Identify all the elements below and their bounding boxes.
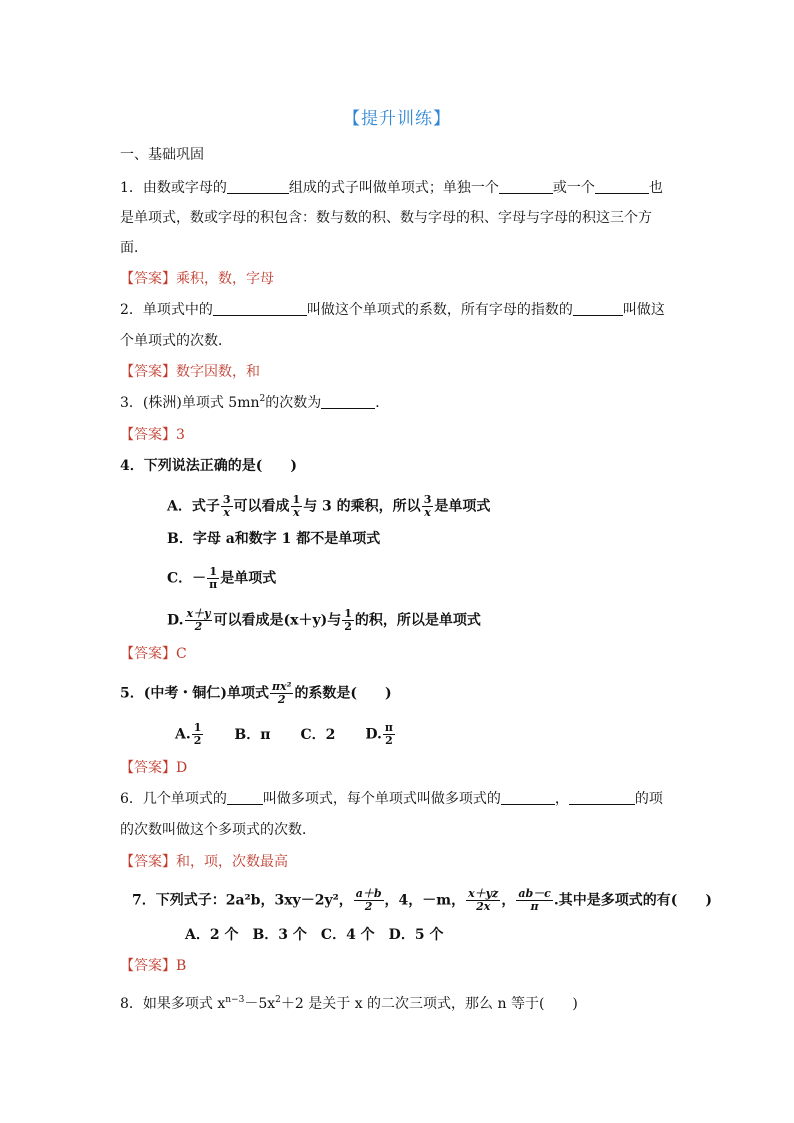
q4-option-a: A．式子 $\frac{3}{x}$ 可以看成 $\frac{1}{x}$ 与 3 的乘积，所以 $\frac{3}{x}$ 是单项式: [167, 493, 491, 519]
q2-answer: 【答案】数字因数，和: [120, 364, 260, 380]
q3-answer: 【答案】3: [120, 427, 185, 443]
q4-option-d: D. $\frac{x+y}{2}$ 可以看成是(x＋y)与 $\frac{1}{2}$ 的积，所以是单项式: [167, 607, 481, 633]
q2-line2: 个单项式的次数．: [120, 333, 232, 349]
q1-line3: 面．: [120, 240, 148, 256]
q6-blank2: [501, 790, 555, 805]
q5-option-a: A. $\frac{1}{2}$: [175, 721, 202, 747]
q4-stem: 4．下列说法正确的是( ): [120, 458, 297, 474]
q8-line1: 8．如果多项式 $x^{n-3}-5x^2+2$ 是关于 x 的二次三项式，那么 n 等于( ): [120, 995, 578, 1012]
page-title: 【提升训练】: [343, 109, 451, 129]
q3-blank: [321, 394, 375, 409]
q2-blank2: [573, 301, 623, 316]
q7-stem: 7．下列式子：2a²b，3xy－2y²， $\frac{a+b}{2}$ ，4，－m， $\frac{x+yz}{2x}$ ， $\frac{ab-c}{\pi}$ .其中是多项式的有( ): [132, 887, 712, 913]
q7-answer: 【答案】B: [120, 958, 187, 974]
q6-blank1: [227, 790, 263, 805]
q5-answer: 【答案】D: [120, 760, 188, 776]
q4-option-c: C．－ $\frac{1}{\pi}$ 是单项式: [167, 565, 277, 591]
q3-line1: 3．(株洲)单项式 $5mn^2$的次数为 ．: [120, 394, 390, 411]
q2-line1: 2．单项式中的 叫做这个单项式的系数，所有字母的指数的 叫做这: [120, 302, 665, 318]
q5-option-b: B．π: [234, 726, 271, 743]
q6-line2: 的次数叫做这个多项式的次数．: [120, 822, 316, 838]
q1-line2: 是单项式，数或字母的积包含：数与数的积、数与字母的积、字母与字母的积这三个方: [120, 210, 652, 226]
q4-option-b: B．字母 a和数字 1 都不是单项式: [167, 531, 381, 547]
q6-blank3: [569, 790, 635, 805]
q5-option-c: C．2: [300, 726, 336, 743]
q1-blank2: [499, 179, 553, 194]
section-heading: 一、基础巩固: [120, 147, 204, 163]
q7-options: A．2 个 B．3 个 C．4 个 D．5 个: [185, 927, 444, 943]
q1-blank3: [595, 179, 649, 194]
q6-answer: 【答案】和，项，次数最高: [120, 854, 288, 870]
q1-blank1: [227, 179, 289, 194]
q1-answer: 【答案】乘积，数，字母: [120, 271, 274, 287]
q5-option-d: D. $\frac{\pi}{2}$: [365, 721, 393, 747]
q1-line1: 1．由数或字母的 组成的式子叫做单项式；单独一个 或一个 也: [120, 180, 663, 196]
q5-stem: 5．(中考・铜仁)单项式 $\frac{\text{πx²}}{2}$ 的系数是( ): [120, 680, 392, 706]
q2-blank1: [213, 301, 307, 316]
q6-line1: 6．几个单项式的 叫做多项式，每个单项式叫做多项式的 ， 的项: [120, 791, 663, 807]
q5-options: [175, 722, 426, 747]
q4-answer: 【答案】C: [120, 646, 187, 662]
